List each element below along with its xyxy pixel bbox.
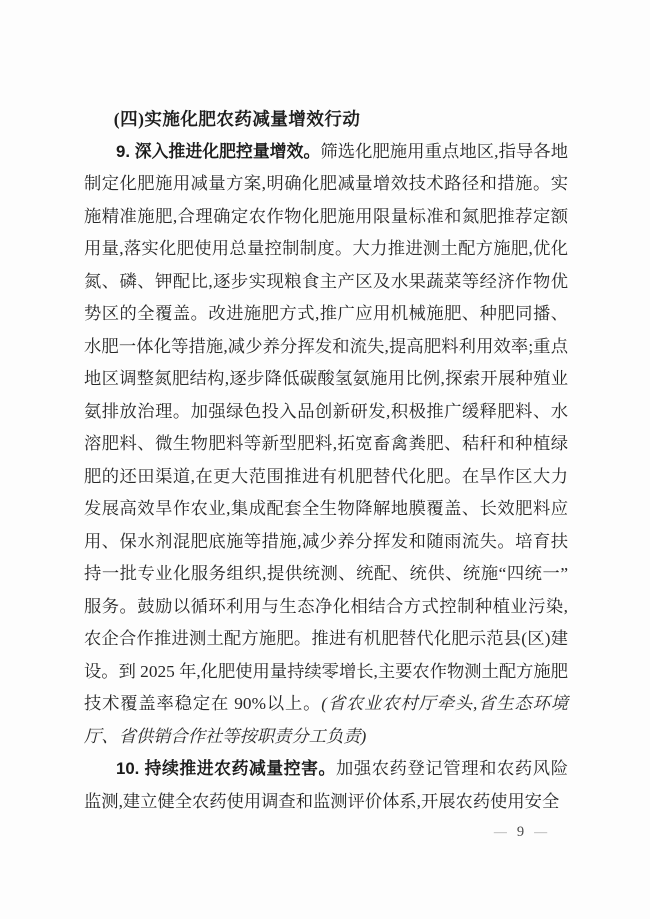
text-run-normal: 加强农药登记管理和农药风险监测,建立健全农药使用调查和监测评价体系,开展农药使用安全: [84, 759, 568, 811]
page-number-dash-left: —: [493, 824, 508, 839]
paragraph: [84, 753, 568, 818]
text-run-kai: (省农业农村厅牵头,省生态环境厅、省供销合作社等按职责分工负责): [84, 694, 568, 746]
text-run-bold: 9. 深入推进化肥控量增效。: [116, 141, 321, 161]
text-run-bold: 10. 持续推进农药减量控害。: [116, 759, 336, 778]
page-number-dash-right: —: [534, 824, 549, 839]
document-body: [84, 103, 568, 818]
page-number: [466, 822, 576, 842]
section-heading: (四)实施化肥农药减量增效行动: [113, 109, 361, 129]
text-run-normal: 筛选化肥施用重点地区,指导各地制定化肥施用减量方案,明确化肥减量增效技术路径和措施。实施精准施肥,合理确定农作物化肥施用限量标准和氮肥推荐定额用量,落实化肥使用总量控制制度。大力推进测土配方施肥,优化氮、磷、钾配比,逐步实现粮食主产区及水果蔬菜等经济作物优势区的全覆盖。改进施肥方式,推广应用机械施肥、种肥同播、水肥一体化等措施,减少养分挥发和流失,提高肥料利用效率;重点地区调整氮肥结构,逐步降低碳酸氢氨施用比例,探索开展种殖业氨排放治理。加强绿色投入品创新研发,积极推广缓释肥料、水溶肥料、微生物肥料等新型肥料,拓宽畜禽粪肥、秸秆和种植绿肥的还田渠道,在更大范围推进有机肥替代化肥。在旱作区大力发展高效旱作农业,集成配套全生物降解地膜覆盖、长效肥料应用、保水剂混肥底施等措施,减少养分挥发和随雨流失。培育扶持一批专业化服务组织,提供统测、统配、统供、统施“四统一”服务。鼓励以循环利用与生态净化相结合方式控制种植业污染,农企合作推进测土配方施肥。推进有机肥替代化肥示范县(区)建设。到 2025 年,化肥使用量持续零增长,主要农作物测土配方施肥技术覆盖率稳定在 90%以上。: [84, 141, 568, 713]
paragraph: [84, 136, 568, 754]
page-number-value: 9: [516, 824, 526, 840]
paragraphs-container: [84, 136, 568, 819]
